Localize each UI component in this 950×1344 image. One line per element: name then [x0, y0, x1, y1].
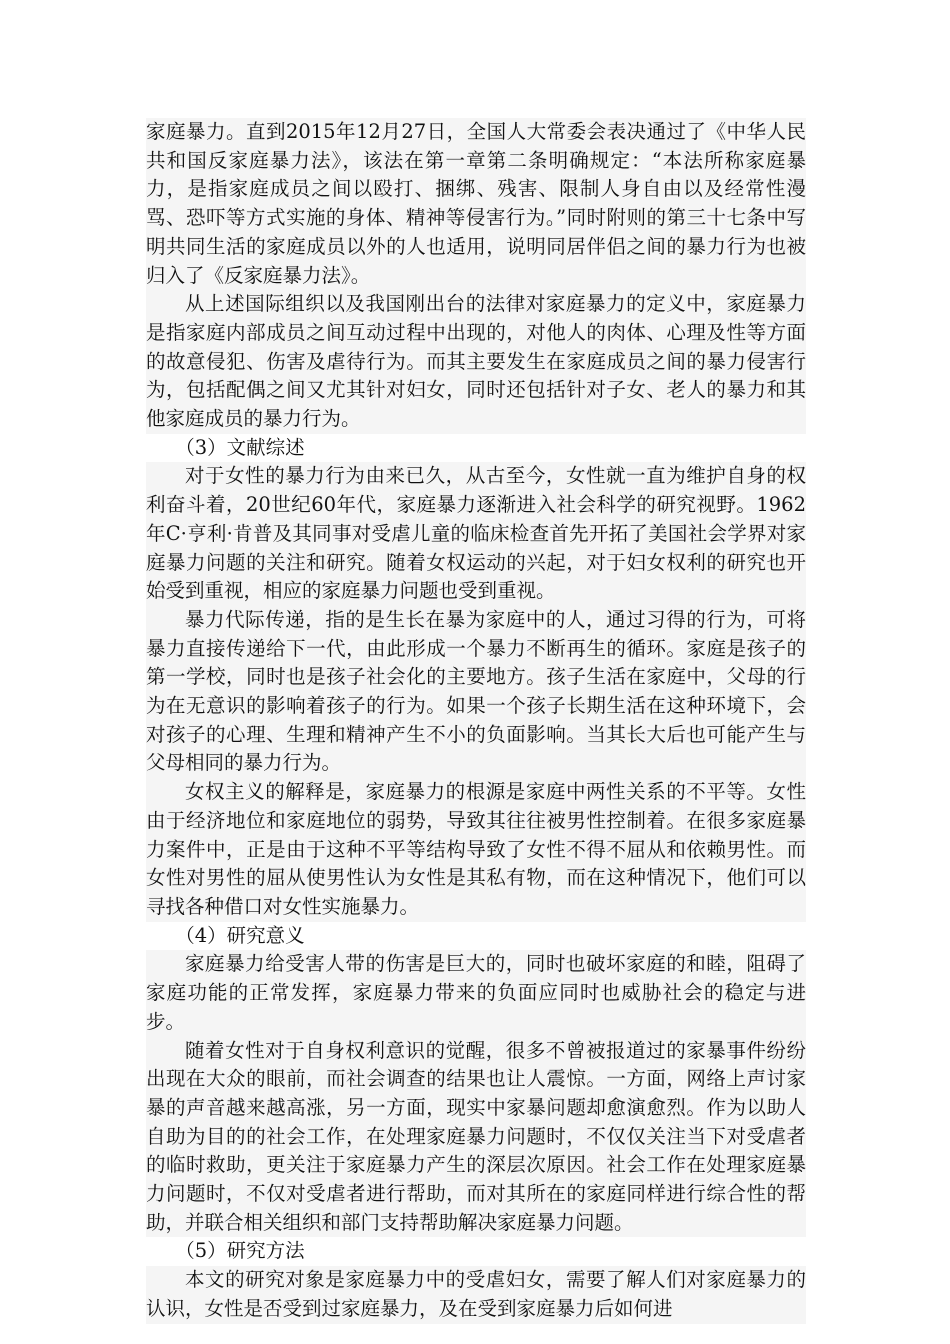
- paragraph-significance-social-work: 随着女性对于自身权利意识的觉醒，很多不曾被报道过的家暴事件纷纷出现在大众的眼前，而社会调查的结果也让人震惊。一方面，网络上声讨家暴的声音越来越高涨，另一方面，现实中家暴问题却愈演愈烈。作为以助人自助为目的的社会工作，在处理家庭暴力问题时，不仅仅关注当下对受虐者的临时救助，更关注于家庭暴力产生的深层次原因。社会工作在处理家庭暴力问题时，不仅对受虐者进行帮助，而对其所在的家庭同样进行综合性的帮助，并联合相关组织和部门支持帮助解决家庭暴力问题。: [146, 1037, 806, 1238]
- document-body: [146, 118, 806, 1324]
- paragraph-definition-summary: 从上述国际组织以及我国刚出台的法律对家庭暴力的定义中，家庭暴力是指家庭内部成员之间互动过程中出现的，对他人的肉体、心理及性等方面的故意侵犯、伤害及虐待行为。而其主要发生在家庭成员之间的暴力侵害行为，包括配偶之间又尤其针对妇女，同时还包括针对子女、老人的暴力和其他家庭成员的暴力行为。: [146, 290, 806, 434]
- paragraph-feminist-explanation: 女权主义的解释是，家庭暴力的根源是家庭中两性关系的不平等。女性由于经济地位和家庭地位的弱势，导致其往往被男性控制着。在很多家庭暴力案件中，正是由于这种不平等结构导致了女性不得不屈从和依赖男性。而女性对男性的屈从使男性认为女性是其私有物，而在这种情况下，他们可以寻找各种借口对女性实施暴力。: [146, 778, 806, 922]
- paragraph-literature-history: 对于女性的暴力行为由来已久，从古至今，女性就一直为维护自身的权利奋斗着，20世纪60年代，家庭暴力逐渐进入社会科学的研究视野。1962年C·亨利·肯普及其同事对受虐儿童的临床检查首先开拓了美国社会学界对家庭暴力问题的关注和研究。随着女权运动的兴起，对于妇女权利的研究也开始受到重视，相应的家庭暴力问题也受到重视。: [146, 462, 806, 606]
- section-heading-research-methods: （5）研究方法: [175, 1239, 305, 1263]
- paragraph-intergenerational-transmission: 暴力代际传递，指的是生长在暴为家庭中的人，通过习得的行为，可将暴力直接传递给下一代，由此形成一个暴力不断再生的循环。家庭是孩子的第一学校，同时也是孩子社会化的主要地方。孩子生活在家庭中，父母的行为在无意识的影响着孩子的行为。如果一个孩子长期生活在这种环境下，会对孩子的心理、生理和精神产生不小的负面影响。当其长大后也可能产生与父母相同的暴力行为。: [146, 606, 806, 778]
- section-heading-literature-review: （3）文献综述: [175, 435, 305, 459]
- paragraph-definition-law: 家庭暴力。直到2015年12月27日，全国人大常委会表决通过了《中华人民共和国反家庭暴力法》，该法在第一章第二条明确规定：“本法所称家庭暴力，是指家庭成员之间以殴打、捆绑、残害、限制人身自由以及经常性漫骂、恐吓等方式实施的身体、精神等侵害行为。”同时附则的第三十七条中写明共同生活的家庭成员以外的人也适用，说明同居伴侣之间的暴力行为也被归入了《反家庭暴力法》。: [146, 118, 806, 290]
- paragraph-methods-subject: 本文的研究对象是家庭暴力中的受虐妇女，需要了解人们对家庭暴力的认识，女性是否受到过家庭暴力，及在受到家庭暴力后如何进: [146, 1266, 806, 1323]
- paragraph-significance-harm: 家庭暴力给受害人带的伤害是巨大的，同时也破坏家庭的和睦，阻碍了家庭功能的正常发挥，家庭暴力带来的负面应同时也威胁社会的稳定与进步。: [146, 950, 806, 1036]
- section-heading-research-significance: （4）研究意义: [175, 923, 305, 947]
